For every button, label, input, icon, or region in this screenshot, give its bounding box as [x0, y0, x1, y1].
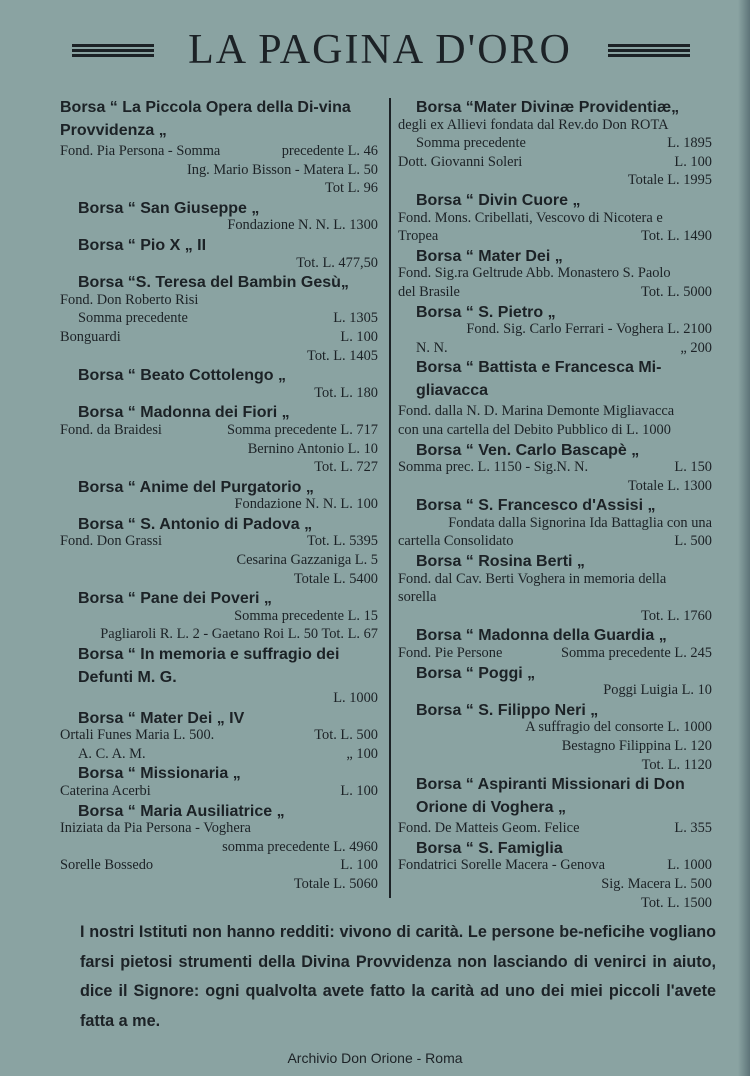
borsa-heading: Borsa “ Poggi „: [416, 664, 536, 682]
entry-amount: L. 1305: [333, 310, 378, 327]
entry-line-right: Tot. L. 1405: [307, 347, 378, 364]
entry-line: [60, 532, 378, 551]
entry-line-right: Totale L. 5400: [293, 570, 378, 587]
entry-amount: Tot. L. 5395: [307, 533, 378, 550]
entry-line-right: Sig. Macera L. 500: [601, 875, 712, 892]
entry-line: [398, 153, 712, 172]
title-ornament-right: [608, 44, 690, 57]
entry-line-right: Tot. L. 727: [314, 459, 378, 476]
entry-label: A. C. A. M.: [78, 745, 146, 762]
borsa-heading: Borsa “ S. Francesco d'Assisi „: [416, 497, 656, 515]
entry-label: Fondatrici Sorelle Macera - Genova: [398, 857, 605, 874]
page-edge-shadow: [738, 0, 750, 1076]
entry-amount: „ 100: [346, 745, 378, 762]
entry-line-right: Tot. L. 1120: [641, 756, 712, 773]
entry-amount: Tot. L. 500: [314, 727, 378, 744]
entry-line: [60, 328, 378, 347]
entry-amount: L. 1895: [667, 135, 712, 152]
entry-line-right: Cesarina Gazzaniga L. 5: [236, 552, 378, 569]
entry-line-right: Tot. L. 180: [314, 384, 378, 401]
entry-line: [60, 856, 378, 875]
borsa-heading: Borsa “ Madonna dei Fiori „: [78, 404, 290, 422]
entry-amount: L. 150: [674, 459, 712, 476]
entry-line-left: Fond. dalla N. D. Marina Demonte Migliavacca: [398, 403, 675, 420]
entry-amount: L. 500: [674, 533, 712, 550]
borsa-heading: Borsa “ S. Pietro „: [416, 303, 556, 321]
entry-line-right: Pagliaroli R. L. 2 - Gaetano Roi L. 50 Tot. L. 67: [100, 626, 378, 643]
entry-line-right: Tot. L. 1760: [641, 607, 712, 624]
entry-label: Fond. Pie Persone: [398, 645, 503, 662]
borsa-heading: Borsa “ Missionaria „: [78, 765, 241, 783]
borsa-heading: Borsa “ Rosina Berti „: [416, 553, 585, 571]
entry-line-left: con una cartella del Debito Pubblico di L. 1000: [398, 421, 671, 438]
entry-line-left: Fond. dal Cav. Berti Voghera in memoria della: [398, 570, 667, 587]
entry-label: cartella Consolidato: [398, 533, 514, 550]
entry-line-left: Fond. Sig.ra Geltrude Abb. Monastero S. Paolo: [398, 265, 671, 282]
entry-line: [60, 142, 378, 161]
entry-line-left: Fond. Don Roberto Risi: [60, 291, 199, 308]
left-column: [60, 97, 378, 894]
entry-line-right: Tot. L. 477,50: [296, 254, 378, 271]
entry-line-right: Fondazione N. N. L. 100: [234, 496, 378, 513]
borsa-heading: Borsa “ Aspiranti Missionari di Don Orione di Voghera „: [416, 776, 685, 816]
entry-line-right: Totale L. 5060: [293, 875, 378, 892]
entry-line: [398, 819, 712, 838]
borsa-heading: Borsa “ Beato Cottolengo „: [78, 367, 287, 385]
entry-amount: L. 100: [674, 153, 712, 170]
entry-amount: L. 100: [340, 328, 378, 345]
borsa-heading: Borsa “ Maria Ausiliatrice „: [78, 802, 285, 820]
borsa-heading: Borsa “ La Piccola Opera della Di-vina Provvidenza „: [60, 99, 351, 139]
borsa-heading: Borsa “ Pio X „ II: [78, 236, 207, 254]
entry-label: Bonguardi: [60, 328, 121, 345]
entry-amount: L. 355: [674, 820, 712, 837]
entry-line: [398, 227, 712, 246]
entry-line: [60, 745, 378, 764]
entry-line: [398, 339, 712, 358]
entry-line: [398, 134, 712, 153]
borsa-heading: Borsa “S. Teresa del Bambin Gesù„: [78, 274, 349, 292]
entry-label: N. N.: [416, 339, 448, 356]
entry-line: [60, 782, 378, 801]
entry-line-right: Fondazione N. N. L. 1300: [227, 217, 378, 234]
entry-amount: Somma precedente L. 717: [226, 421, 378, 438]
entry-amount: Tot. L. 5000: [641, 283, 712, 300]
entry-line: [398, 283, 712, 302]
entry-label: Tropea: [398, 228, 439, 245]
entry-label: Dott. Giovanni Soleri: [398, 153, 523, 170]
borsa-heading: Borsa “ Divin Cuore „: [416, 191, 581, 209]
title-ornament-left: [72, 44, 154, 57]
borsa-heading: Borsa “ Pane dei Poveri „: [78, 590, 272, 608]
borsa-heading: Borsa “Mater Divinæ Providentiæ„: [416, 99, 680, 116]
entry-line-right: Tot. L. 1500: [641, 894, 712, 911]
entry-line: [60, 309, 378, 328]
entry-line-right: Fondata dalla Signorina Ida Battaglia con una: [448, 514, 712, 531]
entry-amount: Somma precedente L. 245: [560, 645, 712, 662]
entry-line-right: Fond. Sig. Carlo Ferrari - Voghera L. 2100: [466, 321, 712, 338]
borsa-heading: Borsa “ San Giuseppe „: [78, 199, 260, 217]
entry-line-left: Iniziata da Pia Persona - Voghera: [60, 820, 251, 837]
entry-label: Ortali Funes Maria L. 500.: [60, 727, 215, 744]
borsa-heading: Borsa “ Battista e Francesca Mi-gliavacca: [416, 359, 662, 399]
entry-line: [398, 458, 712, 477]
entry-label: Somma prec. L. 1150 - Sig.N. N.: [398, 459, 589, 476]
borsa-heading: Borsa “ Anime del Purgatorio „: [78, 478, 314, 496]
entry-line-left: sorella: [398, 589, 437, 606]
entry-line-right: Bernino Antonio L. 10: [247, 440, 378, 457]
entry-line-right: Somma precedente L. 15: [234, 607, 378, 624]
entry-line-right: Totale L. 1300: [627, 477, 712, 494]
entry-amount: precedente L. 46: [281, 143, 378, 159]
borsa-heading: Borsa “ S. Antonio di Padova „: [78, 515, 313, 533]
entry-amount: L. 100: [340, 857, 378, 874]
entry-amount: Tot. L. 1490: [641, 228, 712, 245]
archive-label: Archivio Don Orione - Roma: [287, 1050, 463, 1066]
entry-line-right: Ing. Mario Bisson - Matera L. 50: [186, 161, 378, 178]
entry-amount: L. 1000: [667, 857, 712, 874]
entry-line-right: Totale L. 1995: [627, 172, 712, 189]
borsa-heading: Borsa “ S. Filippo Neri „: [416, 701, 599, 719]
entry-line: [398, 532, 712, 551]
entry-line: [398, 644, 712, 663]
entry-line: [60, 726, 378, 745]
title-row: [0, 26, 750, 76]
entry-label: Somma precedente: [78, 310, 188, 327]
right-column: [398, 97, 712, 912]
entry-line-right: Poggi Luigia L. 10: [603, 682, 712, 699]
entry-line-right: Tot L. 96: [325, 180, 378, 197]
entry-label: Sorelle Bossedo: [60, 857, 154, 874]
entry-line: [398, 856, 712, 875]
entry-line-right: L. 1000: [333, 690, 378, 707]
column-divider: [389, 98, 391, 898]
entry-line-right: somma precedente L. 4960: [222, 838, 378, 855]
entry-line: [60, 421, 378, 440]
entry-amount: „ 200: [680, 339, 712, 356]
entry-line-right: Bestagno Filippina L. 120: [561, 738, 712, 754]
entry-line-right: A suffragio del consorte L. 1000: [525, 719, 712, 736]
entry-label: Fond. Pia Persona - Somma: [60, 143, 221, 159]
borsa-heading: Borsa “ Mater Dei „: [416, 247, 563, 265]
entry-label: del Brasile: [398, 283, 460, 300]
entry-amount: L. 100: [340, 783, 378, 799]
borsa-heading: Borsa “ S. Famiglia: [416, 839, 563, 857]
borsa-heading: Borsa “ Ven. Carlo Bascapè „: [416, 441, 640, 459]
appeal-paragraph: I nostri Istituti non hanno redditi: vivono di carità. Le persone be-neficihe vogliano farsi pietosi strumenti della Divina Provvidenza non lasciando di venirci in aiuto, dice il Signore: ogni qualvolta avete fatto la carità ad uno dei miei piccoli l'avete fatta a me.: [80, 923, 716, 1030]
page-title: LA PAGINA D'ORO: [188, 27, 572, 73]
borsa-heading: Borsa “ Mater Dei „ IV: [78, 709, 245, 727]
borsa-heading: Borsa “ In memoria e suffragio dei Defunti M. G.: [78, 646, 340, 686]
entry-label: Somma precedente: [416, 135, 526, 152]
borsa-heading: Borsa “ Madonna della Guardia „: [416, 627, 667, 645]
entry-label: Caterina Acerbi: [60, 783, 151, 799]
entry-label: Fond. Don Grassi: [60, 533, 162, 550]
entry-line-left: Fond. Mons. Cribellati, Vescovo di Nicotera e: [398, 209, 663, 226]
entry-label: Fond. da Braidesi: [60, 421, 162, 438]
entry-label: Fond. De Matteis Geom. Felice: [398, 820, 580, 837]
entry-line-left: degli ex Allievi fondata dal Rev.do Don ROTA: [398, 116, 669, 133]
